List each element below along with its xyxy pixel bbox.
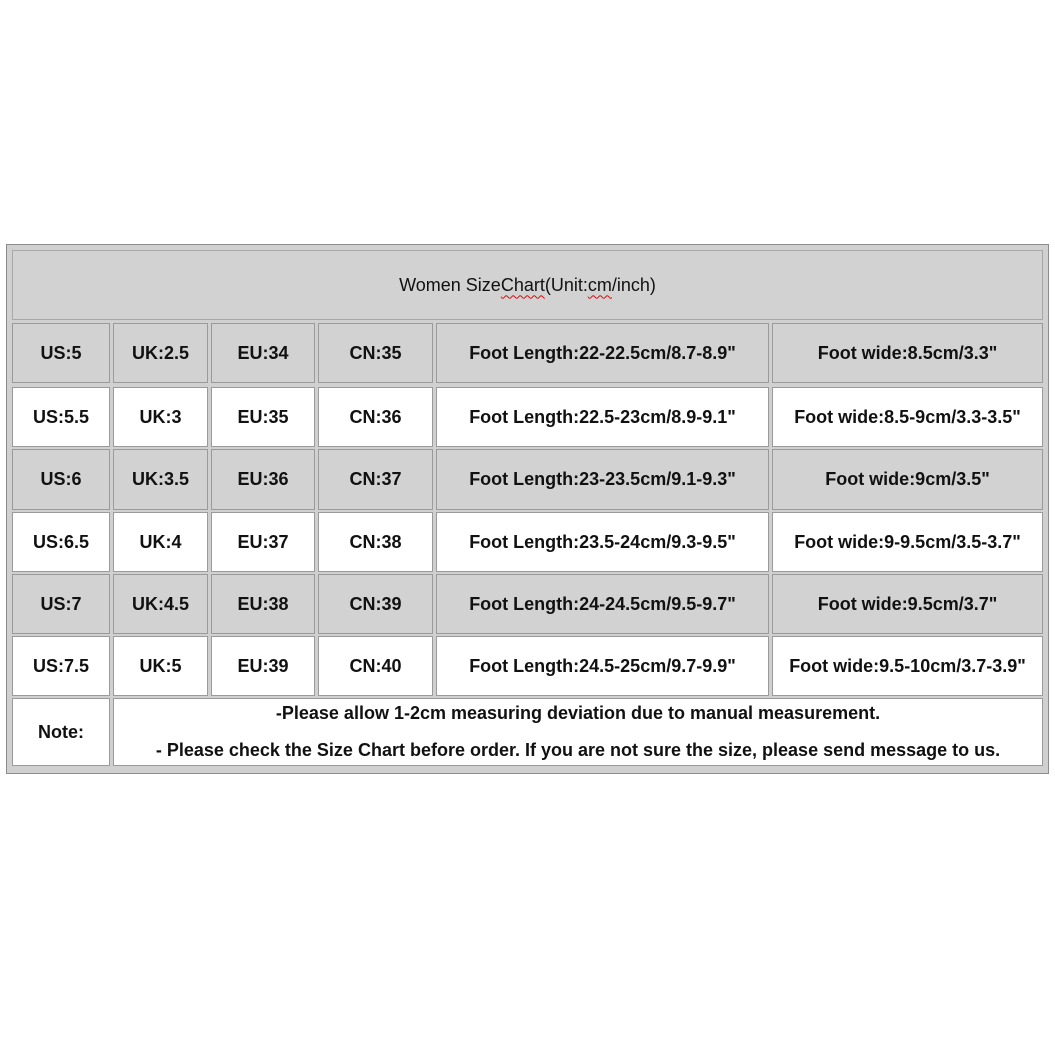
uk-size-cell: UK:4.5 [113, 574, 208, 634]
foot-length-cell: Foot Length:24.5-25cm/9.7-9.9" [436, 636, 769, 696]
cn-size-cell: CN:39 [318, 574, 433, 634]
uk-size-cell: UK:3.5 [113, 449, 208, 510]
title-text-unit: (Unit: [544, 274, 588, 295]
cn-size-cell: CN:36 [318, 387, 433, 447]
us-size-cell: US:6 [12, 449, 110, 510]
title-text-chart: Chart [500, 274, 545, 295]
uk-size-cell: UK:4 [113, 512, 208, 572]
cn-size-cell: CN:40 [318, 636, 433, 696]
eu-size-cell: EU:38 [211, 574, 315, 634]
note-label: Note: [12, 698, 110, 766]
cn-size-cell: CN:38 [318, 512, 433, 572]
us-size-cell: US:7 [12, 574, 110, 634]
eu-size-cell: EU:37 [211, 512, 315, 572]
size-chart-table [6, 244, 1049, 774]
foot-length-cell: Foot Length:22.5-23cm/8.9-9.1" [436, 387, 769, 447]
eu-size-cell: EU:35 [211, 387, 315, 447]
eu-size-cell: EU:39 [211, 636, 315, 696]
us-size-cell: US:5 [12, 323, 110, 383]
foot-length-cell: Foot Length:24-24.5cm/9.5-9.7" [436, 574, 769, 634]
title-text-prefix: Women Size [399, 274, 501, 295]
foot-wide-cell: Foot wide:8.5-9cm/3.3-3.5" [772, 387, 1043, 447]
us-size-cell: US:6.5 [12, 512, 110, 572]
title-text-cm: cm [587, 274, 612, 295]
us-size-cell: US:5.5 [12, 387, 110, 447]
foot-wide-cell: Foot wide:9cm/3.5" [772, 449, 1043, 510]
uk-size-cell: UK:3 [113, 387, 208, 447]
note-body [113, 698, 1043, 766]
foot-wide-cell: Foot wide:9-9.5cm/3.5-3.7" [772, 512, 1043, 572]
foot-wide-cell: Foot wide:8.5cm/3.3" [772, 323, 1043, 383]
title-text-inch: /inch) [611, 274, 656, 295]
uk-size-cell: UK:5 [113, 636, 208, 696]
note-line-1: -Please allow 1-2cm measuring deviation due to manual measurement. [275, 703, 881, 723]
eu-size-cell: EU:36 [211, 449, 315, 510]
us-size-cell: US:7.5 [12, 636, 110, 696]
foot-length-cell: Foot Length:23-23.5cm/9.1-9.3" [436, 449, 769, 510]
uk-size-cell: UK:2.5 [113, 323, 208, 383]
cn-size-cell: CN:37 [318, 449, 433, 510]
cn-size-cell: CN:35 [318, 323, 433, 383]
foot-wide-cell: Foot wide:9.5-10cm/3.7-3.9" [772, 636, 1043, 696]
foot-wide-cell: Foot wide:9.5cm/3.7" [772, 574, 1043, 634]
eu-size-cell: EU:34 [211, 323, 315, 383]
foot-length-cell: Foot Length:22-22.5cm/8.7-8.9" [436, 323, 769, 383]
table-title [12, 250, 1043, 320]
note-line-2: - Please check the Size Chart before order. If you are not sure the size, please send message to us. [155, 740, 1001, 760]
foot-length-cell: Foot Length:23.5-24cm/9.3-9.5" [436, 512, 769, 572]
